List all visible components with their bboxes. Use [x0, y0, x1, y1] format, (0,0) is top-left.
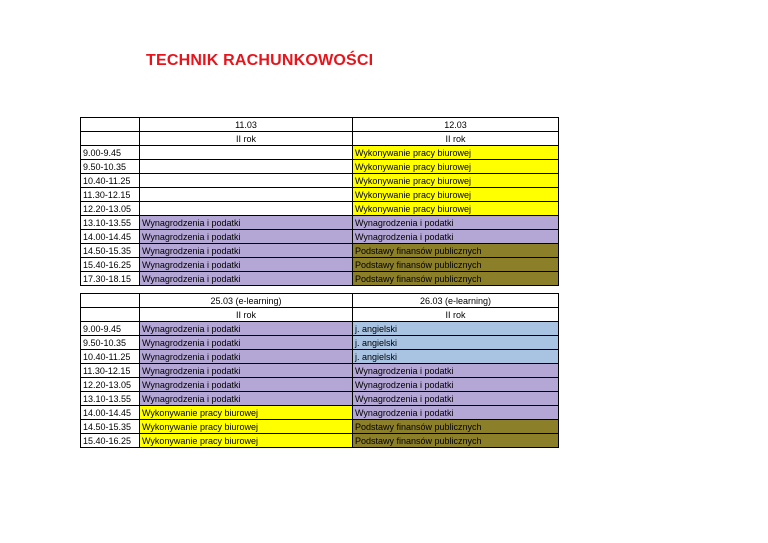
table-row	[81, 420, 559, 434]
time-slot-cell: 9.00-9.45	[81, 146, 140, 160]
subject-cell-2: j. angielski	[353, 350, 559, 364]
table-row	[81, 258, 559, 272]
subject-cell-1	[140, 188, 353, 202]
date-header-2: 26.03 (e-learning)	[353, 294, 559, 308]
time-slot-cell: 13.10-13.55	[81, 216, 140, 230]
subject-cell-2: Wynagrodzenia i podatki	[353, 406, 559, 420]
subject-cell-2: j. angielski	[353, 322, 559, 336]
time-slot-cell: 13.10-13.55	[81, 392, 140, 406]
time-slot-cell: 12.20-13.05	[81, 378, 140, 392]
table-row	[81, 202, 559, 216]
header-row-year	[81, 308, 559, 322]
time-header-cell	[81, 294, 140, 308]
subject-cell-1: Wynagrodzenia i podatki	[140, 364, 353, 378]
year-header-2: II rok	[353, 132, 559, 146]
year-header-2: II rok	[353, 308, 559, 322]
date-header-2: 12.03	[353, 118, 559, 132]
subject-cell-1	[140, 160, 353, 174]
header-row-year	[81, 132, 559, 146]
time-slot-cell: 14.00-14.45	[81, 230, 140, 244]
subject-cell-1: Wynagrodzenia i podatki	[140, 244, 353, 258]
subject-cell-2: Wynagrodzenia i podatki	[353, 230, 559, 244]
table-row	[81, 244, 559, 258]
subject-cell-2: Podstawy finansów publicznych	[353, 420, 559, 434]
subject-cell-1: Wynagrodzenia i podatki	[140, 378, 353, 392]
schedule-table-2	[80, 293, 559, 448]
subject-cell-1: Wynagrodzenia i podatki	[140, 336, 353, 350]
table-row	[81, 336, 559, 350]
table-row	[81, 322, 559, 336]
subject-cell-1: Wynagrodzenia i podatki	[140, 230, 353, 244]
header-row-date	[81, 118, 559, 132]
time-slot-cell: 11.30-12.15	[81, 188, 140, 202]
header-row-date	[81, 294, 559, 308]
subject-cell-2: Wynagrodzenia i podatki	[353, 378, 559, 392]
page-title: TECHNIK RACHUNKOWOŚCI	[146, 52, 374, 69]
table-row	[81, 350, 559, 364]
time-slot-cell: 14.50-15.35	[81, 244, 140, 258]
time-slot-cell: 9.50-10.35	[81, 336, 140, 350]
subject-cell-2: Wykonywanie pracy biurowej	[353, 174, 559, 188]
year-header-1: II rok	[140, 308, 353, 322]
subject-cell-2: j. angielski	[353, 336, 559, 350]
time-slot-cell: 15.40-16.25	[81, 434, 140, 448]
subject-cell-2: Wykonywanie pracy biurowej	[353, 188, 559, 202]
subject-cell-1: Wykonywanie pracy biurowej	[140, 406, 353, 420]
table-row	[81, 378, 559, 392]
time-slot-cell: 9.00-9.45	[81, 322, 140, 336]
subject-cell-1: Wynagrodzenia i podatki	[140, 392, 353, 406]
subject-cell-2: Wykonywanie pracy biurowej	[353, 160, 559, 174]
subject-cell-1	[140, 202, 353, 216]
table-row	[81, 434, 559, 448]
subject-cell-1: Wykonywanie pracy biurowej	[140, 420, 353, 434]
subject-cell-2: Wykonywanie pracy biurowej	[353, 146, 559, 160]
table-row	[81, 392, 559, 406]
time-slot-cell: 15.40-16.25	[81, 258, 140, 272]
subject-cell-2: Wynagrodzenia i podatki	[353, 216, 559, 230]
time-slot-cell: 10.40-11.25	[81, 350, 140, 364]
table-row	[81, 174, 559, 188]
time-slot-cell: 14.00-14.45	[81, 406, 140, 420]
table-row	[81, 146, 559, 160]
subject-cell-1	[140, 174, 353, 188]
year-header-1: II rok	[140, 132, 353, 146]
time-slot-cell: 14.50-15.35	[81, 420, 140, 434]
subject-cell-2: Podstawy finansów publicznych	[353, 258, 559, 272]
time-header-cell	[81, 308, 140, 322]
time-slot-cell: 17.30-18.15	[81, 272, 140, 286]
subject-cell-1: Wykonywanie pracy biurowej	[140, 434, 353, 448]
subject-cell-1: Wynagrodzenia i podatki	[140, 258, 353, 272]
subject-cell-1: Wynagrodzenia i podatki	[140, 272, 353, 286]
time-slot-cell: 12.20-13.05	[81, 202, 140, 216]
subject-cell-2: Wykonywanie pracy biurowej	[353, 202, 559, 216]
subject-cell-2: Podstawy finansów publicznych	[353, 272, 559, 286]
table-row	[81, 216, 559, 230]
date-header-1: 11.03	[140, 118, 353, 132]
table-row	[81, 272, 559, 286]
time-slot-cell: 10.40-11.25	[81, 174, 140, 188]
subject-cell-2: Podstawy finansów publicznych	[353, 244, 559, 258]
table-row	[81, 160, 559, 174]
date-header-1: 25.03 (e-learning)	[140, 294, 353, 308]
table-row	[81, 364, 559, 378]
time-slot-cell: 11.30-12.15	[81, 364, 140, 378]
schedule-table-1	[80, 117, 559, 286]
subject-cell-2: Wynagrodzenia i podatki	[353, 364, 559, 378]
subject-cell-1	[140, 146, 353, 160]
time-header-cell	[81, 118, 140, 132]
table-row	[81, 230, 559, 244]
subject-cell-2: Podstawy finansów publicznych	[353, 434, 559, 448]
subject-cell-2: Wynagrodzenia i podatki	[353, 392, 559, 406]
time-header-cell	[81, 132, 140, 146]
table-row	[81, 406, 559, 420]
subject-cell-1: Wynagrodzenia i podatki	[140, 350, 353, 364]
subject-cell-1: Wynagrodzenia i podatki	[140, 322, 353, 336]
subject-cell-1: Wynagrodzenia i podatki	[140, 216, 353, 230]
table-row	[81, 188, 559, 202]
time-slot-cell: 9.50-10.35	[81, 160, 140, 174]
